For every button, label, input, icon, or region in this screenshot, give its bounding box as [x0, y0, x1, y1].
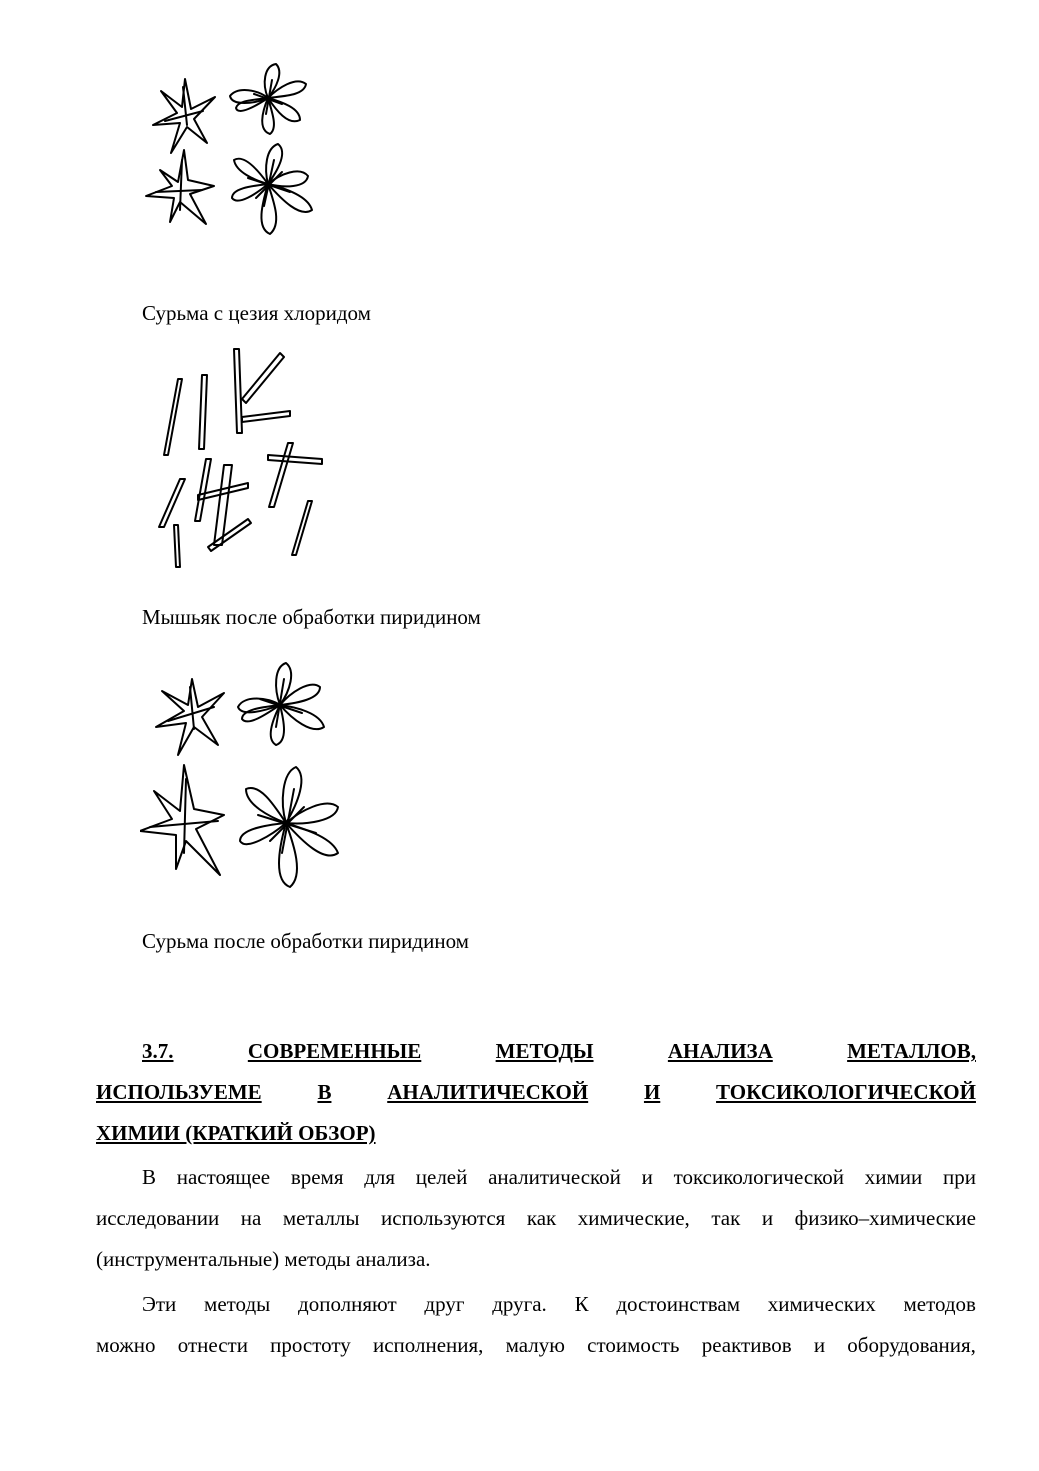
word: реактивов	[701, 1333, 792, 1357]
word: используются	[381, 1206, 506, 1230]
word: К	[574, 1292, 589, 1316]
word: дополняют	[298, 1292, 397, 1316]
word: аналитической	[488, 1165, 621, 1189]
figure-caption-3: Сурьма после обработки пиридином	[142, 929, 469, 953]
word: при	[942, 1165, 976, 1189]
paragraph-line	[96, 1198, 976, 1239]
paragraph-2	[96, 1284, 976, 1366]
word: для	[364, 1165, 396, 1189]
word: химии	[864, 1165, 923, 1189]
word: и	[641, 1165, 653, 1189]
heading-word: ИСПОЛЬЗУЕМЕ	[96, 1080, 262, 1104]
heading-word: И	[643, 1080, 661, 1104]
section-heading-line-1	[96, 1031, 976, 1072]
heading-word: АНАЛИЗА	[667, 1039, 773, 1063]
word: друга.	[492, 1292, 547, 1316]
word: настоящее	[176, 1165, 271, 1189]
section-heading	[96, 1031, 976, 1154]
word: малую	[505, 1333, 565, 1357]
paragraph-line	[96, 1284, 976, 1325]
word: достоинствам	[616, 1292, 740, 1316]
word: отнести	[177, 1333, 248, 1357]
section-number: 3.7.	[142, 1039, 174, 1063]
figure-caption-2: Мышьяк после обработки пиридином	[142, 605, 481, 629]
figure-caption-1: Сурьма с цезия хлоридом	[142, 301, 371, 325]
word: методов	[903, 1292, 976, 1316]
heading-word: СОВРЕМЕННЫЕ	[247, 1039, 422, 1063]
crystal-drawing-antimony-pyridine	[140, 655, 350, 900]
word: время	[290, 1165, 344, 1189]
word: металлы	[282, 1206, 360, 1230]
word: В	[142, 1165, 157, 1189]
word: как	[526, 1206, 557, 1230]
crystal-drawing-arsenic-pyridine	[150, 345, 340, 570]
crystal-drawing-antimony-cesium-chloride	[140, 62, 340, 242]
heading-word: В	[317, 1080, 332, 1104]
section-heading-line-2	[96, 1072, 976, 1113]
word: и	[813, 1333, 826, 1357]
word: Эти	[142, 1292, 177, 1316]
word: токсикологической	[673, 1165, 845, 1189]
word: так	[711, 1206, 741, 1230]
word: простоту	[270, 1333, 351, 1357]
paragraph-line	[96, 1325, 976, 1366]
word: методы	[204, 1292, 271, 1316]
paragraph-line	[96, 1157, 976, 1198]
heading-word: МЕТОДЫ	[495, 1039, 594, 1063]
word: на	[240, 1206, 262, 1230]
paragraph-line: (инструментальные) методы анализа.	[96, 1247, 431, 1271]
word: целей	[415, 1165, 468, 1189]
word: физико–химические	[794, 1206, 976, 1230]
heading-word: МЕТАЛЛОВ,	[847, 1039, 976, 1063]
word: друг	[424, 1292, 465, 1316]
heading-word: ТОКСИКОЛОГИЧЕСКОЙ	[716, 1080, 976, 1104]
word: исполнения,	[372, 1333, 484, 1357]
word: можно	[96, 1333, 156, 1357]
heading-text: ХИМИИ (КРАТКИЙ ОБЗОР)	[96, 1121, 376, 1145]
paragraph-1	[96, 1157, 976, 1280]
word: химические,	[577, 1206, 690, 1230]
word: исследовании	[96, 1206, 220, 1230]
word: и	[761, 1206, 774, 1230]
section-heading-line-3	[96, 1113, 976, 1154]
word: оборудования,	[847, 1333, 976, 1357]
heading-word: АНАЛИТИЧЕСКОЙ	[387, 1080, 589, 1104]
word: стоимость	[587, 1333, 680, 1357]
word: химических	[767, 1292, 876, 1316]
